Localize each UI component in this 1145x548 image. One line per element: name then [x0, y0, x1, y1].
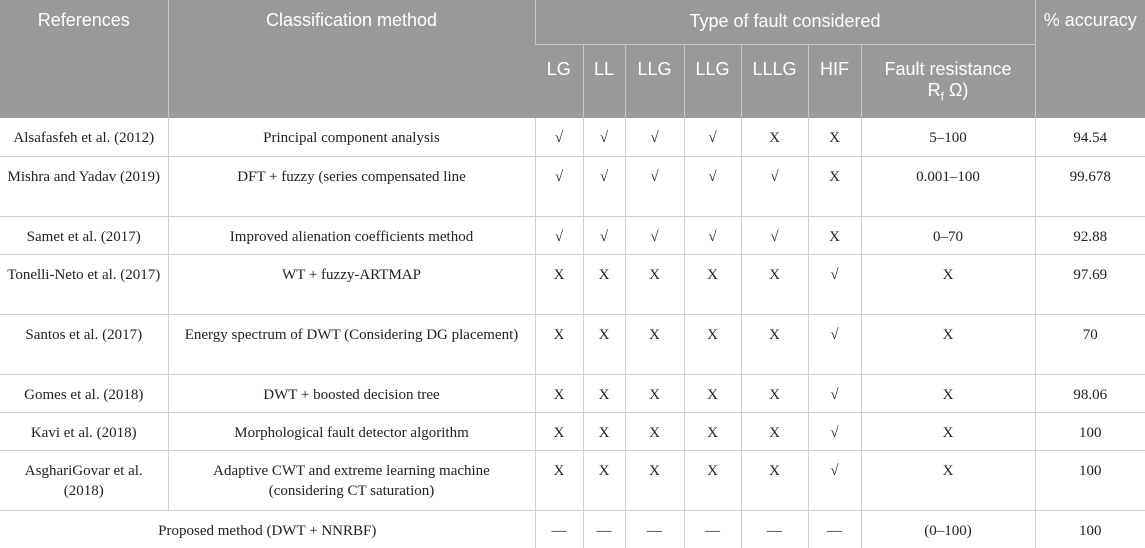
cell-accuracy: 99.678 [1035, 156, 1145, 216]
cell-lllg: X [741, 118, 808, 156]
cell-method: Improved alienation coefficients method [168, 216, 535, 254]
cell-hif: √ [808, 314, 861, 374]
header-fault-llg-2: LLG [684, 44, 741, 118]
table-row [0, 450, 1145, 510]
cell-lg: X [535, 314, 583, 374]
cell-llg-2: X [684, 254, 741, 314]
cell-lllg: X [741, 314, 808, 374]
cell-hif: √ [808, 450, 861, 510]
header-fault-lllg: LLLG [741, 44, 808, 118]
cell-hif: √ [808, 374, 861, 412]
cell-hif: X [808, 216, 861, 254]
cell-reference: Gomes et al. (2018) [0, 374, 168, 412]
cell-hif: X [808, 156, 861, 216]
table-row [0, 156, 1145, 216]
cell-ll: — [583, 510, 625, 548]
cell-accuracy: 100 [1035, 450, 1145, 510]
cell-lg: √ [535, 216, 583, 254]
table-row [0, 412, 1145, 450]
cell-reference: Samet et al. (2017) [0, 216, 168, 254]
cell-llg: X [625, 412, 684, 450]
cell-reference: Alsafasfeh et al. (2012) [0, 118, 168, 156]
cell-resistance: X [861, 254, 1035, 314]
cell-ll: √ [583, 156, 625, 216]
cell-ll: √ [583, 216, 625, 254]
cell-ll: X [583, 450, 625, 510]
cell-reference: AsghariGovar et al. (2018) [0, 450, 168, 510]
cell-accuracy: 70 [1035, 314, 1145, 374]
cell-lg: X [535, 254, 583, 314]
cell-lllg: X [741, 254, 808, 314]
cell-resistance: X [861, 412, 1035, 450]
cell-method: Morphological fault detector algorithm [168, 412, 535, 450]
cell-llg: X [625, 254, 684, 314]
cell-method: DWT + boosted decision tree [168, 374, 535, 412]
cell-method: Energy spectrum of DWT (Considering DG placement) [168, 314, 535, 374]
header-accuracy: % accuracy [1035, 0, 1145, 118]
cell-accuracy: 92.88 [1035, 216, 1145, 254]
cell-lllg: X [741, 412, 808, 450]
header-fault-type-group: Type of fault considered [535, 0, 1035, 44]
cell-llg-2: X [684, 314, 741, 374]
cell-reference: Santos et al. (2017) [0, 314, 168, 374]
cell-accuracy: 97.69 [1035, 254, 1145, 314]
cell-hif: — [808, 510, 861, 548]
cell-resistance: 0.001–100 [861, 156, 1035, 216]
cell-lllg: √ [741, 216, 808, 254]
cell-llg-2: √ [684, 216, 741, 254]
cell-accuracy: 100 [1035, 510, 1145, 548]
table-row [0, 254, 1145, 314]
cell-llg: √ [625, 216, 684, 254]
table-row [0, 216, 1145, 254]
cell-method: WT + fuzzy-ARTMAP [168, 254, 535, 314]
cell-llg-2: √ [684, 118, 741, 156]
cell-lllg: √ [741, 156, 808, 216]
header-fault-llg: LLG [625, 44, 684, 118]
cell-proposed-method: Proposed method (DWT + NNRBF) [158, 522, 377, 539]
cell-hif: √ [808, 412, 861, 450]
cell-hif: √ [808, 254, 861, 314]
cell-resistance: X [861, 450, 1035, 510]
cell-reference: Mishra and Yadav (2019) [0, 156, 168, 216]
cell-reference: Kavi et al. (2018) [0, 412, 168, 450]
cell-llg: X [625, 450, 684, 510]
cell-ll: √ [583, 118, 625, 156]
cell-lg: X [535, 450, 583, 510]
cell-accuracy: 94.54 [1035, 118, 1145, 156]
cell-method: Adaptive CWT and extreme learning machine (considering CT saturation) [168, 450, 535, 510]
header-classification-method: Classification method [168, 0, 535, 118]
cell-llg-2: X [684, 412, 741, 450]
table-body [0, 118, 1145, 548]
cell-lg: X [535, 412, 583, 450]
table-row [0, 374, 1145, 412]
cell-llg: X [625, 374, 684, 412]
cell-method: Principal component analysis [168, 118, 535, 156]
cell-llg-2: X [684, 374, 741, 412]
cell-resistance: X [861, 314, 1035, 374]
cell-llg-2: √ [684, 156, 741, 216]
header-fault-resistance-unit: Ω) [943, 79, 969, 100]
header-fault-resistance-symbol: R [927, 79, 941, 100]
table-row-proposed [0, 510, 1145, 548]
cell-lg: √ [535, 156, 583, 216]
cell-accuracy: 100 [1035, 412, 1145, 450]
cell-llg: X [625, 314, 684, 374]
cell-resistance: 5–100 [861, 118, 1035, 156]
cell-ll: X [583, 314, 625, 374]
cell-llg-2: X [684, 450, 741, 510]
cell-lllg: X [741, 374, 808, 412]
cell-ll: X [583, 374, 625, 412]
table-row [0, 118, 1145, 156]
header-fault-hif: HIF [808, 44, 861, 118]
cell-resistance: (0–100) [861, 510, 1035, 548]
cell-resistance: 0–70 [861, 216, 1035, 254]
cell-reference: Tonelli-Neto et al. (2017) [0, 254, 168, 314]
cell-llg: √ [625, 118, 684, 156]
cell-lllg: X [741, 450, 808, 510]
header-references: References [0, 0, 168, 118]
header-fault-resistance-subscript: f [940, 89, 944, 104]
header-fault-resistance [861, 44, 1035, 118]
cell-lg: √ [535, 118, 583, 156]
cell-hif: X [808, 118, 861, 156]
cell-ll: X [583, 254, 625, 314]
cell-lg: — [535, 510, 583, 548]
header-fault-lg: LG [535, 44, 583, 118]
cell-method: DFT + fuzzy (series compensated line [168, 156, 535, 216]
cell-llg: — [625, 510, 684, 548]
cell-llg: √ [625, 156, 684, 216]
cell-resistance: X [861, 374, 1035, 412]
table-row [0, 314, 1145, 374]
cell-accuracy: 98.06 [1035, 374, 1145, 412]
cell-lllg: — [741, 510, 808, 548]
header-fault-ll: LL [583, 44, 625, 118]
cell-lg: X [535, 374, 583, 412]
header-fault-resistance-label: Fault resistance [884, 58, 1012, 79]
cell-llg-2: — [684, 510, 741, 548]
cell-ll: X [583, 412, 625, 450]
table-header [0, 0, 1145, 118]
